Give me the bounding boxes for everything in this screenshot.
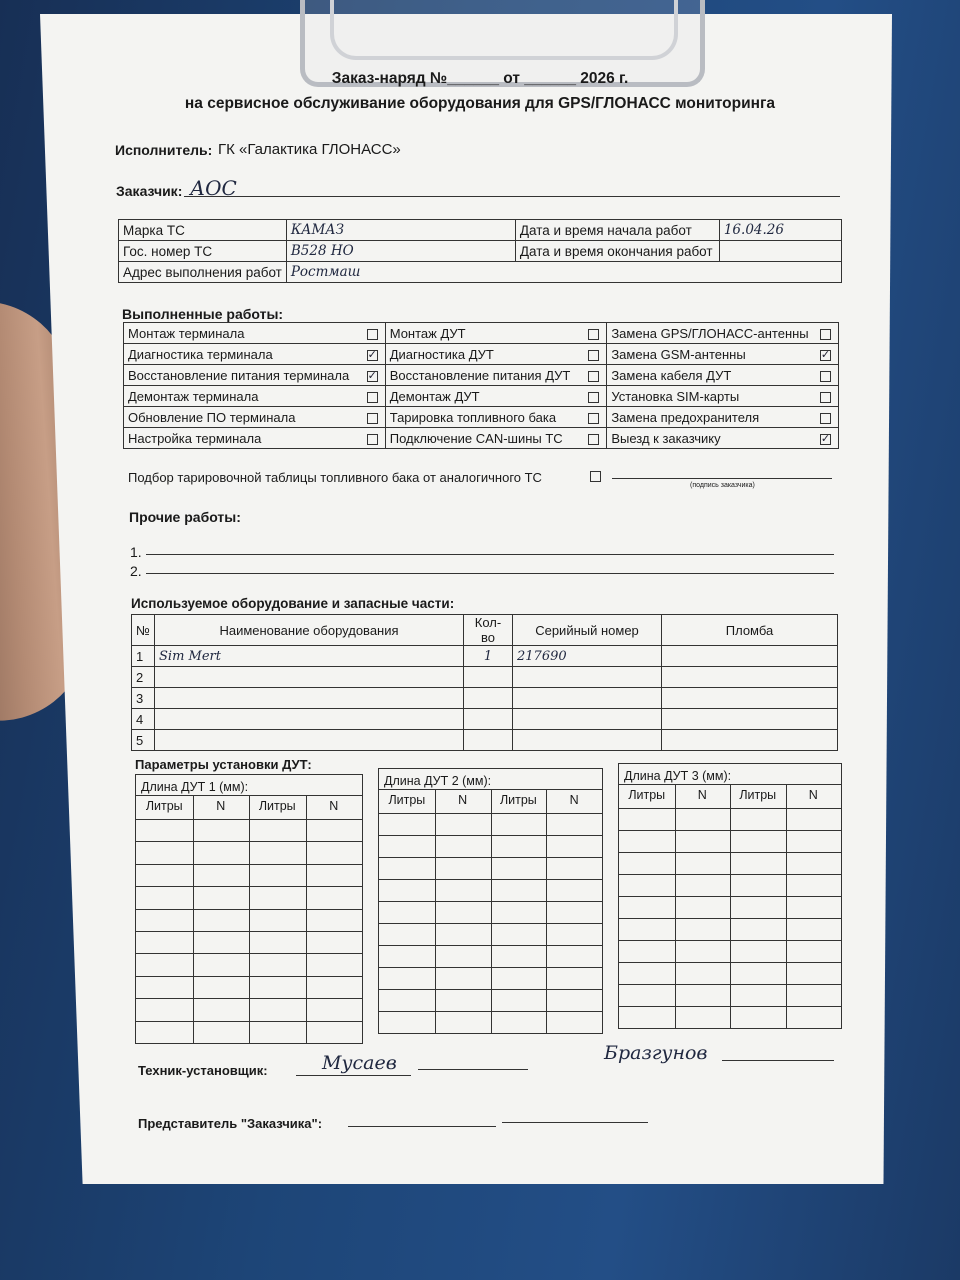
equipment-col-header: Наименование оборудования: [155, 615, 464, 646]
equipment-cell-qty: 1: [464, 646, 513, 667]
equipment-cell-n: 1: [132, 646, 155, 667]
dut-col-line: [306, 795, 307, 1043]
dut-col-line: [675, 784, 676, 1028]
dut-col-line: [193, 795, 194, 1043]
vehicle-table: [118, 219, 842, 283]
dut-col-line: [249, 795, 250, 1043]
technician-label: Техник-установщик:: [138, 1063, 268, 1078]
work-item-label: Подключение CAN-шины ТС: [385, 428, 584, 449]
equipment-cell-n: 5: [132, 730, 155, 751]
equipment-cell-qty: [464, 709, 513, 730]
work-item-checkbox[interactable]: [820, 392, 831, 403]
work-item-checkbox-cell: [816, 323, 839, 344]
work-item-label: Восстановление питания ДУТ: [385, 365, 584, 386]
work-item-label: Замена GSM-антенны: [607, 344, 816, 365]
equipment-cell-n: 4: [132, 709, 155, 730]
equipment-cell-seal: [662, 730, 838, 751]
equipment-cell-name: [155, 709, 464, 730]
other-works-line-2: [146, 573, 834, 574]
start-label: Дата и время начала работ: [515, 220, 719, 241]
customer-label: Заказчик:: [116, 183, 183, 199]
equipment-col-header: Серийный номер: [513, 615, 662, 646]
work-item-label: Выезд к заказчику: [607, 428, 816, 449]
work-item-checkbox[interactable]: [588, 392, 599, 403]
work-item-label: Диагностика терминала: [124, 344, 363, 365]
equipment-row: [132, 730, 838, 751]
title-line-2: на сервисное обслуживание оборудования для GPS/ГЛОНАСС мониторинга: [184, 95, 776, 112]
work-item-checkbox[interactable]: [820, 329, 831, 340]
fuel-table-selection-checkbox[interactable]: [590, 471, 601, 482]
equipment-col-header: №: [132, 615, 155, 646]
work-item-label: Тарировка топливного бака: [385, 407, 584, 428]
brand-label: Марка ТС: [119, 220, 287, 241]
dut-table-3-title: Длина ДУТ 3 (мм):: [624, 769, 732, 783]
equipment-cell-serial: 217690: [513, 646, 662, 667]
equipment-row: [132, 688, 838, 709]
work-item-checkbox-cell: [584, 428, 607, 449]
equipment-cell-serial: [513, 730, 662, 751]
dut-table-1: [135, 774, 363, 1044]
works-row: [124, 323, 839, 344]
dut-heading: Параметры установки ДУТ:: [135, 757, 312, 772]
equipment-cell-serial: [513, 667, 662, 688]
dut-col-header: Литры: [739, 788, 777, 802]
plate-value: В528 НО: [286, 241, 515, 262]
technician-signature-2: Бразгунов: [604, 1042, 708, 1064]
work-item-label: Демонтаж ДУТ: [385, 386, 584, 407]
other-works-item-1: 1.: [130, 544, 142, 560]
dut-col-line: [786, 784, 787, 1028]
dut-col-header: Литры: [388, 793, 426, 807]
work-item-label: Восстановление питания терминала: [124, 365, 363, 386]
dut-col-header: N: [808, 788, 818, 802]
work-item-label: Установка SIM-карты: [607, 386, 816, 407]
dut-col-header: Литры: [499, 793, 537, 807]
works-row: [124, 344, 839, 365]
works-row: [124, 365, 839, 386]
works-table: [123, 322, 839, 449]
end-label: Дата и время окончания работ: [515, 241, 719, 262]
work-item-label: Замена кабеля ДУТ: [607, 365, 816, 386]
equipment-cell-qty: [464, 688, 513, 709]
equipment-cell-seal: [662, 667, 838, 688]
work-item-checkbox[interactable]: ✓: [367, 369, 377, 382]
work-item-checkbox-cell: [816, 386, 839, 407]
work-item-checkbox-cell: [584, 344, 607, 365]
start-value: 16.04.26: [719, 220, 841, 241]
dut-table-3: [618, 763, 842, 1029]
work-item-checkbox-cell: [363, 407, 386, 428]
work-item-checkbox-cell: [363, 344, 386, 365]
brand-value: КАМАЗ: [286, 220, 515, 241]
work-item-checkbox[interactable]: [588, 434, 599, 445]
equipment-cell-seal: [662, 709, 838, 730]
rep-sig-line-2: [502, 1122, 648, 1123]
work-item-checkbox[interactable]: ✓: [367, 348, 377, 361]
works-heading: Выполненные работы:: [122, 306, 284, 322]
works-row: [124, 428, 839, 449]
address-label: Адрес выполнения работ: [119, 262, 287, 283]
work-item-checkbox-cell: [363, 365, 386, 386]
work-item-checkbox[interactable]: [588, 329, 599, 340]
dut-col-line: [730, 784, 731, 1028]
equipment-row: [132, 709, 838, 730]
plate-label: Гос. номер ТС: [119, 241, 287, 262]
end-value: [719, 241, 841, 262]
equipment-row: [132, 667, 838, 688]
dut-col-header: N: [569, 793, 579, 807]
work-item-label: Замена предохранителя: [607, 407, 816, 428]
work-item-checkbox-cell: [816, 407, 839, 428]
dut-col-line: [435, 789, 436, 1033]
dut-table-2-title: Длина ДУТ 2 (мм):: [384, 774, 492, 788]
work-item-checkbox[interactable]: [820, 413, 831, 424]
title-line-1: Заказ-наряд №______ от ______ 2026 г.: [331, 70, 629, 87]
work-item-checkbox[interactable]: ✓: [820, 432, 831, 445]
dut-table-2: [378, 768, 603, 1034]
equipment-cell-qty: [464, 667, 513, 688]
executor-value: ГК «Галактика ГЛОНАСС»: [218, 141, 401, 158]
work-item-label: Обновление ПО терминала: [124, 407, 363, 428]
dut-col-header: N: [216, 799, 226, 813]
equipment-heading: Используемое оборудование и запасные части:: [131, 596, 455, 611]
dut-col-header: Литры: [628, 788, 666, 802]
technician-sig-line-3: [722, 1060, 834, 1061]
work-item-label: Демонтаж терминала: [124, 386, 363, 407]
work-item-checkbox[interactable]: [820, 371, 831, 382]
work-item-label: Монтаж ДУТ: [385, 323, 584, 344]
equipment-cell-seal: [662, 646, 838, 667]
clipboard-clip-inner: [330, 0, 678, 60]
customer-signature-line: [612, 478, 832, 479]
customer-value: АОС: [190, 176, 237, 200]
dut-table-1-title: Длина ДУТ 1 (мм):: [141, 780, 249, 794]
dut-col-header: Литры: [145, 799, 183, 813]
technician-signature-1: Мусаев: [322, 1052, 397, 1074]
equipment-cell-name: [155, 730, 464, 751]
fuel-table-selection-label: Подбор тарировочной таблицы топливного бака от аналогичного ТС: [128, 470, 542, 485]
work-item-checkbox[interactable]: [367, 329, 378, 340]
equipment-cell-name: Sim Mert: [155, 646, 464, 667]
equipment-cell-name: [155, 667, 464, 688]
works-row: [124, 407, 839, 428]
work-item-checkbox-cell: [584, 386, 607, 407]
equipment-cell-qty: [464, 730, 513, 751]
dut-col-header: N: [697, 788, 707, 802]
work-item-checkbox-cell: [816, 365, 839, 386]
equipment-table: [131, 614, 838, 751]
work-item-checkbox[interactable]: [367, 392, 378, 403]
work-item-label: Диагностика ДУТ: [385, 344, 584, 365]
rep-sig-line-1: [348, 1126, 496, 1127]
work-item-checkbox[interactable]: [588, 350, 599, 361]
work-item-checkbox-cell: [816, 428, 839, 449]
dut-col-line: [491, 789, 492, 1033]
equipment-cell-serial: [513, 688, 662, 709]
dut-col-header: N: [329, 799, 339, 813]
technician-sig-line-1: [296, 1075, 411, 1076]
works-row: [124, 386, 839, 407]
dut-col-header: Литры: [258, 799, 296, 813]
work-item-checkbox[interactable]: ✓: [820, 348, 831, 361]
equipment-cell-serial: [513, 709, 662, 730]
dut-col-header: N: [458, 793, 468, 807]
work-item-checkbox-cell: [363, 323, 386, 344]
dut-col-line: [546, 789, 547, 1033]
customer-line: [184, 196, 840, 197]
other-works-heading: Прочие работы:: [129, 509, 241, 525]
address-value: Ростмаш: [286, 262, 841, 283]
signature-caption: (подпись заказчика): [690, 482, 755, 489]
other-works-item-2: 2.: [130, 563, 142, 579]
work-item-checkbox-cell: [584, 323, 607, 344]
work-item-checkbox[interactable]: [367, 413, 378, 424]
customer-rep-label: Представитель "Заказчика":: [138, 1116, 323, 1131]
equipment-col-header: Пломба: [662, 615, 838, 646]
equipment-cell-name: [155, 688, 464, 709]
work-item-label: Замена GPS/ГЛОНАСС-антенны: [607, 323, 816, 344]
equipment-col-header: Кол-во: [464, 615, 513, 646]
work-item-checkbox-cell: [363, 428, 386, 449]
work-item-checkbox-cell: [816, 344, 839, 365]
work-item-label: Настройка терминала: [124, 428, 363, 449]
work-item-checkbox[interactable]: [588, 413, 599, 424]
executor-label: Исполнитель:: [115, 142, 213, 158]
work-item-checkbox[interactable]: [367, 434, 378, 445]
work-item-checkbox-cell: [363, 386, 386, 407]
equipment-cell-seal: [662, 688, 838, 709]
equipment-cell-n: 3: [132, 688, 155, 709]
equipment-row: [132, 646, 838, 667]
work-item-checkbox[interactable]: [588, 371, 599, 382]
other-works-line-1: [146, 554, 834, 555]
technician-sig-line-2: [418, 1069, 528, 1070]
work-item-checkbox-cell: [584, 407, 607, 428]
equipment-cell-n: 2: [132, 667, 155, 688]
work-item-checkbox-cell: [584, 365, 607, 386]
equipment-header-row: [132, 615, 838, 646]
work-item-label: Монтаж терминала: [124, 323, 363, 344]
